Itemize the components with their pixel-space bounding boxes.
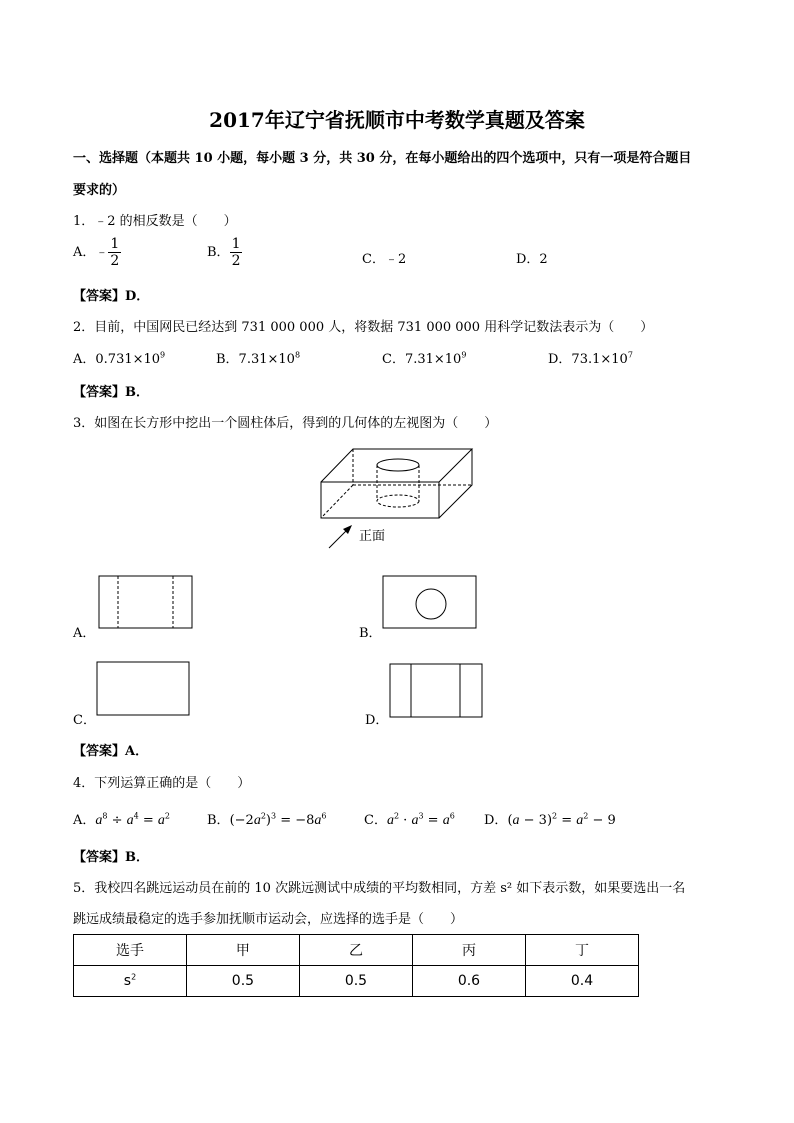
q2-c-base: C．7.31×10 [382, 352, 462, 367]
q3-option-d: D． [365, 713, 389, 728]
option-c-figure [97, 662, 189, 715]
table-cell: 0.5 [186, 966, 299, 997]
page-title: 2017年辽宁省抚顺市中考数学真题及答案 [209, 108, 585, 132]
table-header-cell: 甲 [186, 935, 299, 966]
option-b-circle [416, 589, 446, 619]
q4-a-expression: $a^8 \div a^4 = a^2$ [95, 811, 171, 828]
q4-stem: 4．下列运算正确的是（ ） [73, 776, 251, 791]
q1-option-a-label: A．﹣ [73, 245, 109, 261]
q1-option-d: D．2 [516, 252, 548, 267]
table-cell: 0.6 [412, 966, 525, 997]
q3-option-b: B． [359, 626, 382, 641]
q3-option-c: C． [73, 713, 96, 728]
box-hidden-edge-diagonal [321, 485, 353, 518]
q1-stem: 1．﹣2 的相反数是（ ） [73, 214, 237, 229]
q5-variance-table [73, 934, 639, 997]
table-row [74, 966, 639, 997]
q1-answer: 【答案】D． [73, 289, 150, 304]
section-header-line2: 要求的） [73, 183, 126, 198]
q1-option-c: C．﹣2 [362, 252, 407, 267]
q4-d-expression: $(a - 3)^2 = a^2 - 9$ [507, 811, 616, 828]
option-b-figure [383, 576, 476, 628]
cylinder-top-ellipse [377, 459, 419, 471]
q4-answer: 【答案】B． [73, 850, 149, 865]
q4-c-expression: $a^2 \cdot a^3 = a^6$ [386, 811, 455, 828]
q2-d-exponent: 7 [627, 350, 633, 360]
q1-a-denominator: 2 [110, 253, 120, 270]
table-header-cell: 乙 [299, 935, 412, 966]
option-d-figure [390, 664, 482, 717]
q2-d-base: D．73.1×10 [548, 352, 628, 367]
q5-stem-line2: 跳远成绩最稳定的选手参加抚顺市运动会，应选择的选手是（ ） [73, 912, 464, 927]
q4-option-a [73, 809, 170, 829]
section-header-line1: 一、选择题（本题共 10 小题，每小题 3 分，共 30 分，在每小题给出的四个选项中，只有一项是符合题目 [73, 151, 692, 166]
q5-stem-line1: 5．我校四名跳远运动员在前的 10 次跳远测试中成绩的平均数相同，方差 s² 如下表示数，如果要选出一名 [73, 881, 686, 896]
box-right-face [439, 449, 472, 518]
table-cell: 0.5 [299, 966, 412, 997]
q4-option-d [484, 809, 616, 829]
q3-stem: 3．如图在长方形中挖出一个圆柱体后，得到的几何体的左视图为（ ） [73, 416, 498, 431]
q4-option-c [364, 809, 455, 829]
q2-b-base: B．7.31×10 [216, 352, 295, 367]
table-row-label [74, 966, 187, 997]
q3-front-label: 正面 [359, 529, 386, 544]
variance-symbol: s [123, 973, 132, 989]
option-a-figure [99, 576, 192, 628]
q2-stem: 2．目前，中国网民已经达到 731 000 000 人，将数据 731 000 000 用科学记数法表示为（ ） [73, 320, 654, 335]
q1-b-denominator: 2 [231, 253, 241, 270]
q2-a-base: A．0.731×10 [73, 352, 161, 367]
q2-b-exponent: 8 [294, 350, 301, 360]
q4-d-label: D． [484, 813, 508, 828]
cylinder-bottom-ellipse [377, 495, 419, 507]
q2-answer: 【答案】B． [73, 385, 149, 400]
q4-c-label: C． [364, 813, 387, 828]
q3-answer: 【答案】A． [73, 744, 149, 759]
q1-option-b-label: B． [207, 245, 230, 261]
q2-c-exponent: 9 [461, 350, 467, 360]
variance-exponent: 2 [131, 972, 137, 982]
table-header-cell: 丁 [525, 935, 638, 966]
q4-b-label: B． [207, 813, 230, 828]
q4-a-label: A． [73, 813, 96, 828]
table-cell: 0.4 [525, 966, 638, 997]
q1-a-numerator: 1 [110, 236, 120, 252]
q3-option-a: A． [73, 626, 96, 641]
q4-option-b [207, 809, 327, 829]
q4-b-expression: $(-2a^2)^3 = -8a^6$ [229, 811, 327, 828]
q2-a-exponent: 9 [160, 350, 166, 360]
q1-b-numerator: 1 [231, 236, 241, 252]
table-header-row [74, 935, 639, 966]
table-header-cell: 选手 [74, 935, 187, 966]
table-header-cell: 丙 [412, 935, 525, 966]
box-top-face [321, 449, 472, 482]
